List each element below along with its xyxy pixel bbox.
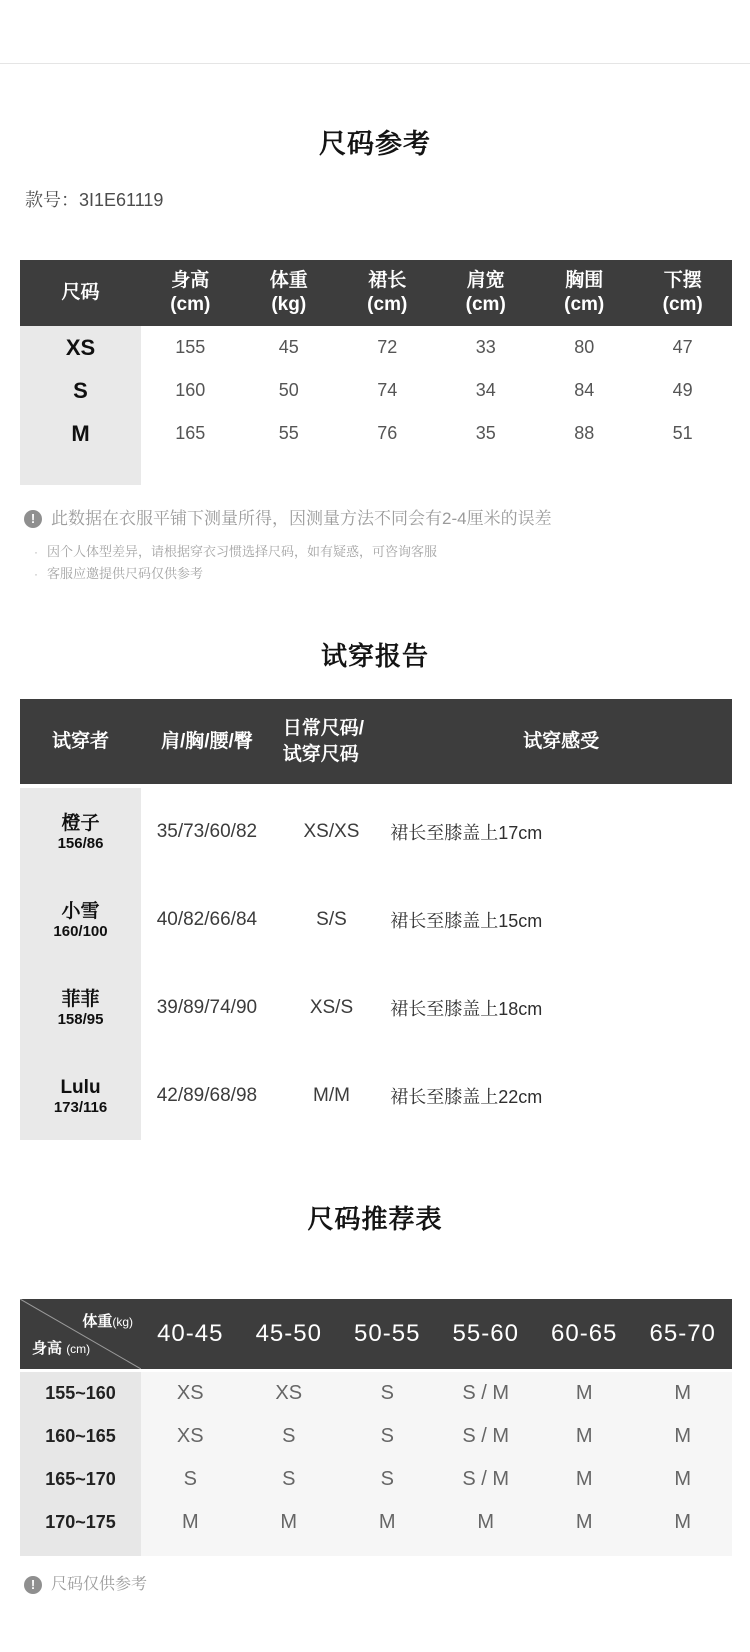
spacer-cell <box>20 1544 141 1556</box>
spacer-cell <box>20 455 141 485</box>
corner-weight-text: 体重 <box>82 1313 113 1330</box>
size-reference-table-header <box>20 260 732 326</box>
corner-weight-unit: (kg) <box>112 1315 134 1329</box>
exclamation-icon: ! <box>24 1576 42 1594</box>
header-unit: (kg) <box>271 294 307 315</box>
value-cell: 33 <box>475 337 496 357</box>
sizes-cell: M/M <box>313 1085 350 1106</box>
measurements-cell: 40/82/66/84 <box>156 909 258 930</box>
corner-height-unit: (cm) <box>66 1342 91 1356</box>
measurements-cell: 35/73/60/82 <box>156 821 258 842</box>
table-row <box>20 964 732 1052</box>
value-cell: 47 <box>672 337 693 357</box>
measure-note <box>24 507 750 531</box>
height-range-cell: 160~165 <box>20 1415 141 1458</box>
value-cell: 35 <box>475 423 496 443</box>
recommended-size-cell: M <box>575 1511 593 1533</box>
fitting-report-table-header <box>20 699 732 788</box>
value-cell: 34 <box>475 380 496 400</box>
header-unit: (cm) <box>367 294 408 315</box>
recommended-size-cell: M <box>674 1382 692 1404</box>
header-cell-skirt-length <box>338 260 436 326</box>
top-divider <box>0 0 750 64</box>
recommended-size-cell: S <box>282 1425 296 1447</box>
reference-note <box>24 1574 750 1596</box>
value-cell: 155 <box>175 337 206 357</box>
header-cell-height <box>141 260 239 326</box>
corner-height-text: 身高 <box>32 1340 63 1357</box>
header-cell-bust <box>535 260 633 326</box>
fitter-stats: 158/95 <box>57 1010 104 1028</box>
fitting-report-table <box>20 699 732 1140</box>
header-label: 身高 <box>171 270 210 291</box>
recommended-size-cell: XS <box>275 1382 303 1404</box>
recommended-size-cell: S / M <box>462 1382 510 1404</box>
header-cell-weight <box>240 260 338 326</box>
fitter-name: 小雪 <box>61 900 100 922</box>
weight-range-header: 65-70 <box>649 1320 716 1347</box>
fitter-stats: 160/100 <box>53 922 108 940</box>
value-cell: 76 <box>377 423 398 443</box>
value-cell: 88 <box>574 423 595 443</box>
value-cell: 84 <box>574 380 595 400</box>
weight-range-header: 55-60 <box>452 1320 519 1347</box>
recommended-size-cell: M <box>674 1468 692 1490</box>
tip-item <box>34 563 750 585</box>
table-footer-spacer <box>20 1544 732 1556</box>
fitter-stats: 156/86 <box>57 834 104 852</box>
recommended-size-cell: M <box>280 1511 298 1533</box>
recommended-size-cell: M <box>575 1382 593 1404</box>
recommended-size-cell: S <box>380 1468 394 1490</box>
table-row <box>20 1458 732 1501</box>
tip-item <box>34 541 750 563</box>
recommended-size-cell: S / M <box>462 1425 510 1447</box>
recommended-size-cell: XS <box>176 1425 204 1447</box>
fitting-report-title: 试穿报告 <box>320 641 429 671</box>
weight-range-header: 40-45 <box>157 1320 224 1347</box>
table-row <box>20 788 732 876</box>
corner-weight-label <box>82 1310 133 1331</box>
recommended-size-cell: M <box>575 1425 593 1447</box>
feel-cell: 裙长至膝盖上22cm <box>390 1087 543 1107</box>
value-cell: 160 <box>175 380 206 400</box>
feel-cell: 裙长至膝盖上15cm <box>390 911 543 931</box>
header-unit: (cm) <box>465 294 506 315</box>
recommended-size-cell: S <box>282 1468 296 1490</box>
sizes-cell: S/S <box>316 909 347 930</box>
value-cell: 72 <box>377 337 398 357</box>
value-cell: 49 <box>672 380 693 400</box>
tips-list <box>34 541 750 585</box>
header-cell-fitter: 试穿者 <box>52 730 110 752</box>
fitter-stats: 173/116 <box>53 1098 108 1116</box>
sizes-cell: XS/S <box>309 997 354 1018</box>
feel-cell: 裙长至膝盖上17cm <box>390 823 543 843</box>
bullet-dot-icon: · <box>34 567 38 581</box>
header-cell-feel: 试穿感受 <box>523 730 600 752</box>
header-unit: (cm) <box>170 294 211 315</box>
value-cell: 50 <box>278 380 299 400</box>
fitter-name: 菲菲 <box>61 988 100 1010</box>
header-line: 日常尺码/ <box>282 717 365 739</box>
recommended-size-cell: M <box>378 1511 396 1533</box>
table-footer-spacer <box>20 455 732 485</box>
header-unit: (cm) <box>564 294 605 315</box>
recommended-size-cell: S <box>380 1425 394 1447</box>
header-corner-cell <box>20 1299 141 1369</box>
header-cell-shoulder <box>436 260 534 326</box>
size-reference-title: 尺码参考 <box>319 129 431 159</box>
header-label: 体重 <box>269 270 308 291</box>
fitter-name: 橙子 <box>61 812 100 834</box>
fitter-cell <box>20 788 141 876</box>
measurements-cell: 39/89/74/90 <box>156 997 258 1018</box>
weight-range-header: 45-50 <box>255 1320 322 1347</box>
value-cell: 74 <box>377 380 398 400</box>
size-label: S <box>20 369 141 412</box>
style-number: 款号：3I1E61119 <box>25 190 164 210</box>
size-recommendation-title: 尺码推荐表 <box>307 1204 443 1234</box>
table-row <box>20 1415 732 1458</box>
fitter-cell <box>20 964 141 1052</box>
header-cell-hem <box>633 260 731 326</box>
table-row <box>20 1501 732 1544</box>
value-cell: 51 <box>672 423 693 443</box>
header-label: 裙长 <box>368 270 407 291</box>
height-range-cell: 170~175 <box>20 1501 141 1544</box>
size-recommendation-table <box>20 1299 732 1556</box>
table-row <box>20 876 732 964</box>
fitter-cell <box>20 1052 141 1140</box>
weight-range-header: 60-65 <box>551 1320 618 1347</box>
header-cell-size: 尺码 <box>61 282 100 303</box>
recommended-size-cell: XS <box>176 1382 204 1404</box>
measure-note-text: 此数据在衣服平铺下测量所得，因测量方法不同会有2-4厘米的误差 <box>51 509 552 528</box>
table-row <box>20 369 732 412</box>
value-cell: 55 <box>278 423 299 443</box>
height-range-cell: 165~170 <box>20 1458 141 1501</box>
value-cell: 80 <box>574 337 595 357</box>
table-row <box>20 1052 732 1140</box>
reference-note-text: 尺码仅供参考 <box>51 1576 148 1593</box>
fitter-name: Lulu <box>60 1076 101 1098</box>
recommended-size-cell: M <box>181 1511 199 1533</box>
header-label: 下摆 <box>663 270 702 291</box>
corner-height-label <box>32 1337 90 1358</box>
recommended-size-cell: S <box>183 1468 197 1490</box>
size-reference-table <box>20 260 732 485</box>
header-label: 胸围 <box>565 270 604 291</box>
value-cell: 45 <box>278 337 299 357</box>
recommended-size-cell: S <box>380 1382 394 1404</box>
recommended-size-cell: S / M <box>462 1468 510 1490</box>
fitter-cell <box>20 876 141 964</box>
tip-text: 客服应邀提供尺码仅供参考 <box>47 566 204 581</box>
value-cell: 165 <box>175 423 206 443</box>
height-range-cell: 155~160 <box>20 1372 141 1415</box>
header-cell-measurements: 肩/胸/腰/臀 <box>160 730 253 752</box>
tip-text: 因个人体型差异，请根据穿衣习惯选择尺码，如有疑惑，可咨询客服 <box>47 544 438 559</box>
header-cell-sizes <box>273 699 390 784</box>
table-row <box>20 412 732 455</box>
bullet-dot-icon: · <box>34 545 38 559</box>
header-unit: (cm) <box>662 294 703 315</box>
recommended-size-cell: M <box>674 1511 692 1533</box>
weight-range-header: 50-55 <box>354 1320 421 1347</box>
measurements-cell: 42/89/68/98 <box>156 1085 258 1106</box>
table-row <box>20 1372 732 1415</box>
size-label: XS <box>20 326 141 369</box>
header-label: 肩宽 <box>466 270 505 291</box>
recommended-size-cell: M <box>575 1468 593 1490</box>
recommended-size-cell: M <box>674 1425 692 1447</box>
exclamation-icon: ! <box>24 510 42 528</box>
header-line: 试穿尺码 <box>282 743 359 765</box>
recommended-size-cell: M <box>477 1511 495 1533</box>
sizes-cell: XS/XS <box>303 821 360 842</box>
size-recommendation-table-header <box>20 1299 732 1372</box>
feel-cell: 裙长至膝盖上18cm <box>390 999 543 1019</box>
size-label: M <box>20 412 141 455</box>
table-row <box>20 326 732 369</box>
